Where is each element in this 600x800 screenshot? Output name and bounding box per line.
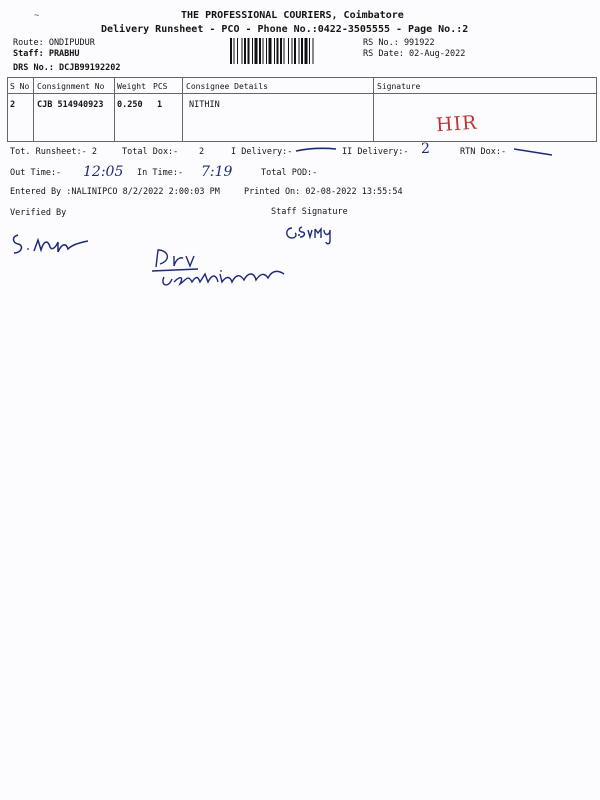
rtn-dox-label: RTN Dox:- [460,147,507,157]
total-dox-label: Total Dox:- [122,147,179,157]
total-pod-label: Total POD:- [261,168,318,178]
staff-signature-label: Staff Signature [271,207,348,217]
col-divider [373,77,374,142]
barcode-bar [301,38,303,64]
col-header-signature: Signature [377,82,421,91]
barcode-bar [269,38,272,64]
barcode-bar [313,38,314,64]
table-top-border [7,77,597,78]
table-cell-sno: 2 [10,100,16,110]
barcode-bar [294,38,296,64]
entered-by: Entered By :NALINIPCO 8/2/2022 2:00:03 PM [10,187,220,197]
barcode [230,38,355,64]
verified-by-label: Verified By [10,208,67,218]
total-dox-value: 2 [199,147,205,157]
in-time-value: 7:19 [201,164,233,180]
rs-date: RS Date: 02-Aug-2022 [363,49,466,59]
col-header-pcs: PCS [153,82,168,91]
staff-label: Staff: PRABHU [13,49,80,59]
in-time-label: In Time:- [137,168,184,178]
tot-runsheet: Tot. Runsheet:- 2 [10,147,97,157]
i-delivery-label: I Delivery:- [231,147,293,157]
out-time-label: Out Time:- [10,168,62,178]
barcode-bar [299,38,300,64]
table-bottom-border [7,141,597,142]
table-cell-consignee: NITHIN [189,100,220,110]
rs-number: RS No.: 991922 [363,38,435,48]
printed-on: Printed On: 02-08-2022 13:55:54 [244,187,403,197]
barcode-bar [292,38,293,64]
barcode-bar [280,38,282,64]
company-name: THE PROFESSIONAL COURIERS, Coimbatore [181,10,404,21]
out-time-value: 12:05 [83,164,124,180]
barcode-bar [252,38,253,64]
barcode-bar [234,38,235,64]
barcode-bar [288,38,289,64]
barcode-bar [230,38,232,64]
table-cell-weight: 0.250 [117,100,143,110]
drs-number: DRS No.: DCJB99192202 [13,63,121,73]
handwritten-signature-hir: HIR [435,111,479,137]
rtn-dox-dash [513,147,553,157]
table-header-border [7,93,597,94]
route-label: Route: ONDIPUDUR [13,38,95,48]
barcode-bar [274,38,275,64]
barcode-bar [242,38,243,64]
barcode-bar [277,38,279,64]
table-cell-consignment: CJB 514940923 [37,100,104,110]
barcode-bar [305,38,308,64]
ii-delivery-label: II Delivery:- [342,147,409,157]
barcode-bar [237,38,238,64]
barcode-bar [248,38,250,64]
barcode-bar [266,38,267,64]
barcode-bar [309,38,310,64]
col-divider [7,77,8,142]
receiver-signature [150,244,300,294]
col-header-sno: S No [10,82,30,91]
stray-mark: ~ [34,11,40,21]
col-divider [114,77,115,142]
col-header-weight: Weight [117,82,146,91]
col-divider [182,77,183,142]
barcode-bar [263,38,264,64]
table-cell-pcs: 1 [157,100,163,110]
col-header-consignment: Consignment No [37,82,105,91]
barcode-bar [284,38,285,64]
col-divider [596,77,597,142]
col-header-consignee: Consignee Details [186,82,268,91]
barcode-bar [255,38,258,64]
barcode-bar [244,38,246,64]
ii-delivery-value: 2 [421,141,430,157]
col-divider [33,77,34,142]
barcode-bar [259,38,261,64]
i-delivery-dash [295,146,337,154]
runsheet-title: Delivery Runsheet - PCO - Phone No.:0422-3505555 - Page No.:2 [101,24,469,35]
verifier-signature [8,225,98,265]
